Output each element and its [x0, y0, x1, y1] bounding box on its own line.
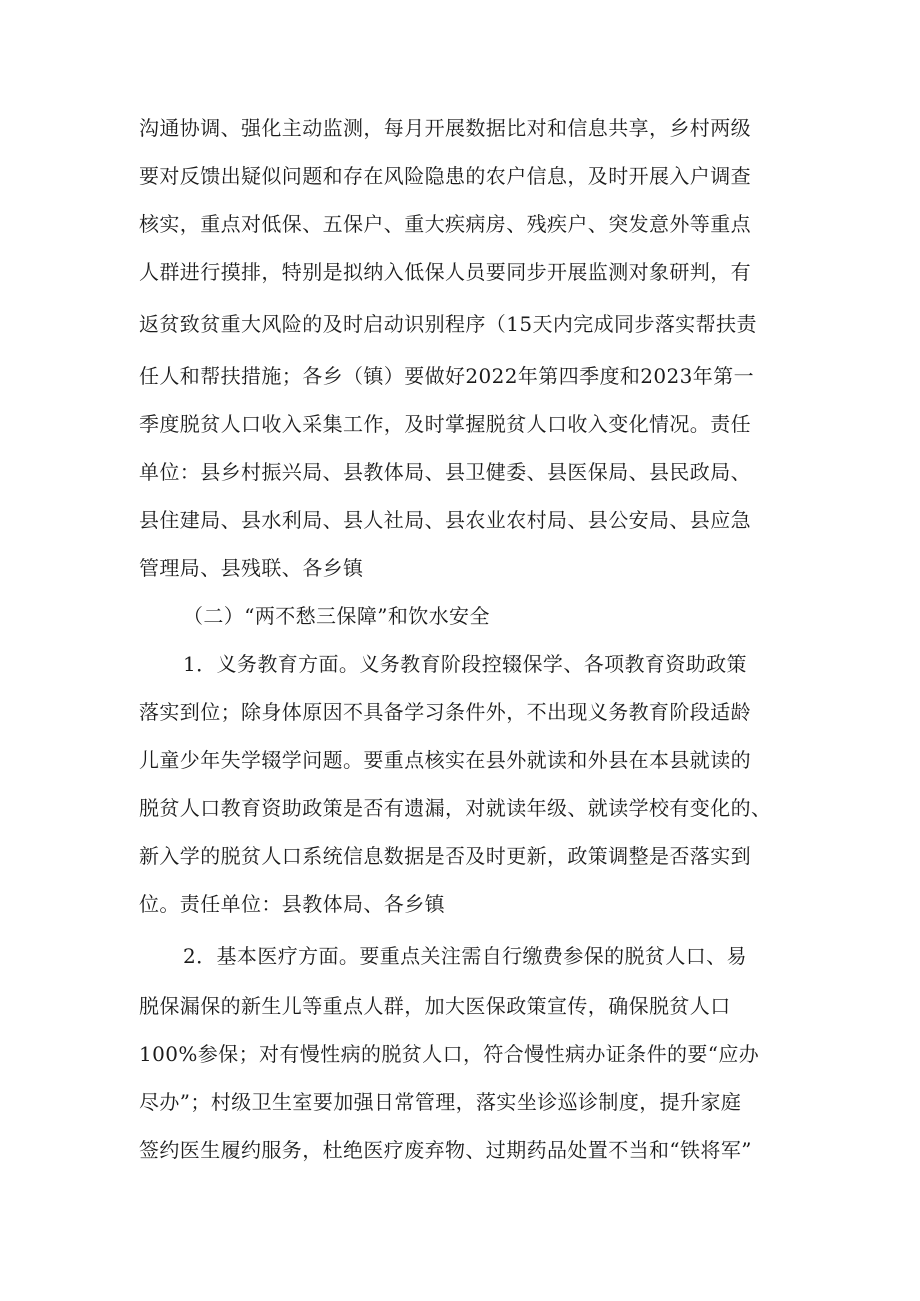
paragraph-line: 落实到位；除身体原因不具备学习条件外，不出现义务教育阶段适龄 [139, 700, 751, 724]
paragraph-line: 儿童少年失学辍学问题。要重点核实在县外就读和外县在本县就读的 [139, 748, 751, 772]
paragraph-line: 管理局、县残联、各乡镇 [139, 556, 364, 580]
paragraph-line: 位。责任单位：县教体局、各乡镇 [139, 892, 445, 916]
paragraph-line: 季度脱贫人口收入采集工作，及时掌握脱贫人口收入变化情况。责任 [139, 412, 751, 436]
paragraph-line: 脱保漏保的新生儿等重点人群，加大医保政策宣传，确保脱贫人口 [139, 994, 731, 1018]
paragraph-line: 1．义务教育方面。义务教育阶段控辍保学、各项教育资助政策 [183, 652, 747, 676]
paragraph-line: 新入学的脱贫人口系统信息数据是否及时更新，政策调整是否落实到 [139, 844, 751, 868]
paragraph-line: 县住建局、县水利局、县人社局、县农业农村局、县公安局、县应急 [139, 508, 751, 532]
paragraph-line: 尽办”；村级卫生室要加强日常管理，落实坐诊巡诊制度，提升家庭 [139, 1090, 742, 1114]
paragraph-line: 要对反馈出疑似问题和存在风险隐患的农户信息，及时开展入户调查 [139, 164, 751, 188]
paragraph-line: 返贫致贫重大风险的及时启动识别程序（15天内完成同步落实帮扶责 [139, 312, 757, 336]
paragraph-line: 沟通协调、强化主动监测，每月开展数据比对和信息共享，乡村两级 [139, 116, 751, 140]
paragraph-line: 任人和帮扶措施；各乡（镇）要做好2022年第四季度和2023年第一 [139, 364, 754, 388]
paragraph-line: 单位：县乡村振兴局、县教体局、县卫健委、县医保局、县民政局、 [139, 460, 751, 484]
paragraph-line: 人群进行摸排，特别是拟纳入低保人员要同步开展监测对象研判，有 [139, 260, 751, 284]
paragraph-line: 签约医生履约服务，杜绝医疗废弃物、过期药品处置不当和“铁将军” [139, 1138, 752, 1162]
paragraph-line: 脱贫人口教育资助政策是否有遗漏，对就读年级、就读学校有变化的、 [139, 796, 772, 820]
paragraph-line: 2．基本医疗方面。要重点关注需自行缴费参保的脱贫人口、易 [183, 944, 747, 968]
paragraph-line: 核实，重点对低保、五保户、重大疾病房、残疾户、突发意外等重点 [139, 212, 751, 236]
section-heading: （二）“两不愁三保障”和饮水安全 [183, 604, 490, 628]
paragraph-line: 100%参保；对有慢性病的脱贫人口，符合慢性病办证条件的要“应办 [139, 1042, 760, 1066]
